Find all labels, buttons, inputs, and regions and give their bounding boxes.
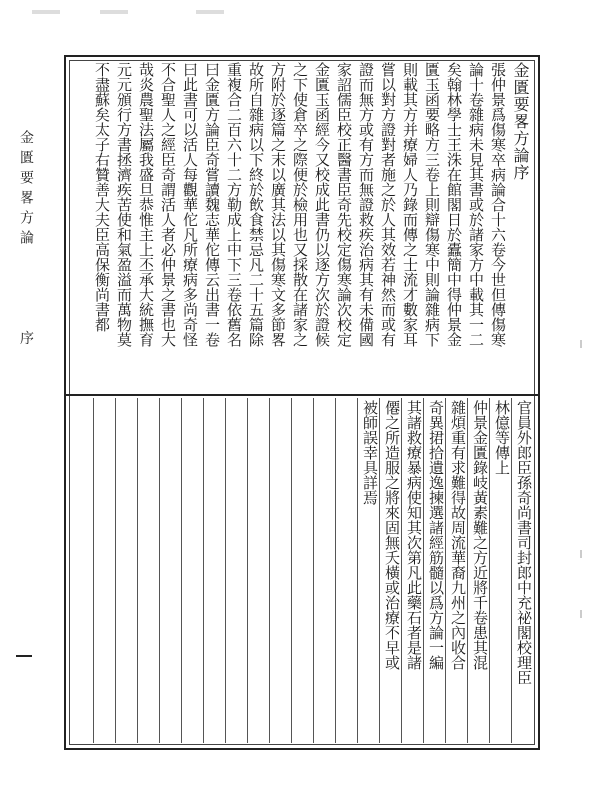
upper-column-9: 家詔儒臣校正醫書臣奇先校定傷寒論次校定: [335, 62, 353, 347]
upper-column-15: 曰金匱方論臣奇嘗讀魏志華佗傳云出書一卷: [203, 62, 221, 347]
upper-column-20: 不盡蘇矣太子右贊善大夫臣高保衡尚書都: [93, 62, 111, 332]
upper-column-11: 之下使倉卒之際便於檢用也又採散在諸家之: [291, 62, 309, 347]
upper-column-18: 哉炎農聖法屬我盛旦恭惟主上丕承大統撫育: [137, 62, 155, 347]
upper-column-10: 金匱玉函經今又校成此書仍以逐方次於證候: [313, 62, 331, 347]
upper-column-14: 重複合二百六十二方勒成上中下三卷依舊名: [225, 62, 243, 347]
lower-column-7: 僊之所造服之將來固無夭橫或治療不早或: [383, 400, 401, 670]
upper-column-6: 則載其方并療婦人乃錄而傳之士流才數家耳: [401, 62, 419, 347]
upper-column-3: 論十卷雜病未見其書或於諸家方中載其一二: [467, 62, 485, 347]
page-edge-marks: [0, 10, 612, 24]
upper-column-19: 元元頒行方書拯濟疾苦使和氣盈溢而萬物莫: [115, 62, 133, 347]
lower-column-4: 雜煩重有求難得故周流華裔九州之內收合: [449, 400, 467, 670]
upper-column-1: 金匱要畧方論序: [511, 62, 530, 181]
upper-column-13: 故所自雜病以下終於飲食禁忌凡二十五篇除: [247, 62, 265, 347]
upper-column-4: 矣翰林學士王洙在館閣日於蠹簡中得仲景金: [445, 62, 463, 347]
right-edge-marks: [580, 340, 584, 800]
upper-column-16: 曰此書可以活人每觀華佗凡所療病多尚奇怪: [181, 62, 199, 347]
lower-column-8: 被師誤幸具詳焉: [361, 400, 379, 505]
lower-column-1: 官員外郎臣孫奇尚書司封郎中充祕閣校理臣: [515, 400, 533, 685]
upper-column-12: 方附於逐篇之末以廣其法以其傷寒文多節畧: [269, 62, 287, 347]
margin-book-title: [16, 130, 36, 351]
lower-column-2: 林億等傳上: [493, 400, 511, 475]
upper-column-17: 不合聖人之經臣奇謂活人者必仲景之書也大: [159, 62, 177, 347]
margin-tick: [16, 655, 32, 657]
margin-title-text: 金匱要畧方論: [18, 130, 34, 250]
lower-column-3: 仲景金匱錄岐黃素難之方近將千卷患其混: [471, 400, 489, 670]
lower-column-6: 其諸救療暴病使知其次第凡此藥石者是諸: [405, 400, 423, 670]
margin-section-text: 序: [18, 330, 34, 351]
upper-column-2: 張仲景爲傷寒卒病論合十六卷今世但傳傷寒: [489, 62, 507, 347]
upper-column-7: 嘗以對方證對者施之於人其效若神然而或有: [379, 62, 397, 347]
upper-column-5: 匱玉函要略方三卷上則辯傷寒中則論雜病下: [423, 62, 441, 347]
upper-column-8: 證而無方或有方而無證救疾治病其有未備國: [357, 62, 375, 347]
panel-divider: [66, 394, 538, 396]
lower-column-5: 奇異捃拾遺逸揀選諸經筋髓以爲方論一編: [427, 400, 445, 670]
